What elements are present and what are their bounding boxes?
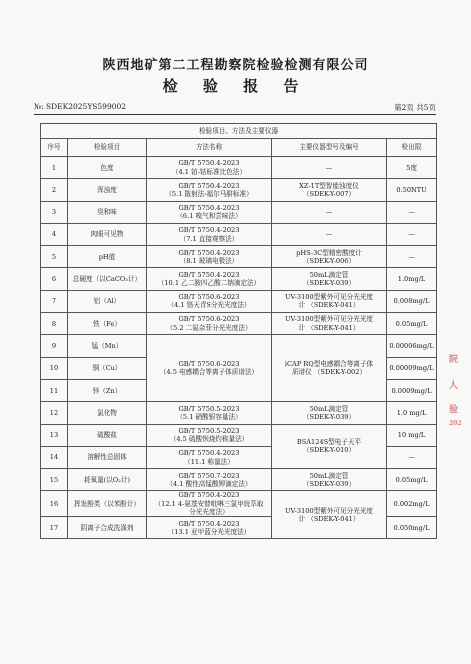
column-header: 方法名称 bbox=[147, 139, 272, 157]
item-name: pH值 bbox=[68, 246, 147, 268]
cell-line: GB/T 5750.4-2023 bbox=[178, 226, 240, 235]
cell-line: GB/T 5750.4-2023 bbox=[178, 204, 240, 212]
instrument-cell bbox=[272, 402, 387, 424]
instrument-cell bbox=[272, 268, 387, 290]
document-title: 检 验 报 告 bbox=[162, 77, 309, 95]
item-name: 氯化物 bbox=[68, 402, 147, 424]
cell-line: GB/T 5750.7-2023 bbox=[178, 471, 240, 480]
section-title-row bbox=[41, 124, 437, 139]
method-cell bbox=[147, 157, 272, 179]
cell-line: UV-3100型紫外可见分光光度 bbox=[284, 293, 374, 302]
item-name: 浑浊度 bbox=[68, 179, 147, 201]
cell-line: — bbox=[325, 208, 333, 217]
item-name: 臭和味 bbox=[68, 201, 147, 223]
row-number: 14 bbox=[41, 446, 68, 468]
table-row bbox=[41, 157, 437, 179]
method-cell bbox=[147, 290, 272, 312]
cell-line: （8.1 玻璃电极法） bbox=[179, 256, 239, 265]
detection-limit: — bbox=[387, 223, 437, 245]
cell-line: GB/T 5750.4-2023 bbox=[178, 519, 240, 528]
report-number: №: SDEK2025YS599002 bbox=[34, 102, 127, 111]
row-number: 12 bbox=[41, 402, 68, 424]
row-number: 7 bbox=[41, 290, 68, 312]
cell-line: （7.1 直接观察法） bbox=[179, 234, 239, 243]
cell-line: 计 （SDEK-Y-041） bbox=[298, 301, 360, 310]
detection-limit: 1.0mg/L bbox=[387, 268, 437, 290]
instrument-cell bbox=[272, 491, 387, 539]
method-cell bbox=[147, 446, 272, 468]
instrument-cell bbox=[272, 246, 387, 268]
cell-line: （SDEK-Y-039） bbox=[302, 279, 356, 288]
cell-line: （5.1 硝酸银容量法） bbox=[176, 412, 242, 421]
row-number: 17 bbox=[41, 517, 68, 539]
detection-limit: 0.002mg/L bbox=[387, 491, 437, 517]
row-number: 9 bbox=[41, 335, 68, 357]
cell-line: 50mL滴定管 bbox=[309, 471, 349, 480]
item-name: 色度 bbox=[68, 157, 147, 179]
detection-limit: 0.050mg/L bbox=[387, 517, 437, 539]
cell-line: GB/T 5750.6-2023 bbox=[178, 360, 240, 369]
method-cell bbox=[147, 517, 272, 539]
cell-line: （5.2 二氮杂菲分光光度法） bbox=[166, 323, 252, 332]
instrument-cell bbox=[272, 313, 387, 335]
method-cell bbox=[147, 491, 272, 517]
seal-stamp-char: 人 bbox=[449, 381, 459, 391]
detection-limit: 0.00006mg/L bbox=[387, 335, 437, 357]
table-row bbox=[41, 469, 437, 491]
detection-limit: 1.0 mg/L bbox=[387, 402, 437, 424]
cell-line: （4.5 硫酸钡烧灼称量法） bbox=[169, 435, 249, 444]
detection-limit: 0.008mg/L bbox=[387, 290, 437, 312]
row-number: 16 bbox=[41, 491, 68, 517]
organization-name: 陕西地矿第二工程勘察院检验检测有限公司 bbox=[102, 58, 369, 73]
item-name: 阴离子合成洗涤剂 bbox=[68, 517, 147, 539]
row-number: 3 bbox=[41, 201, 68, 223]
item-name: 肉眼可见物 bbox=[68, 223, 147, 245]
header-rule bbox=[34, 114, 436, 115]
seal-stamp-char: 院 bbox=[449, 355, 459, 365]
detection-limit: — bbox=[387, 246, 437, 268]
cell-line: （12.1 4-氨基安替吡啉三氯甲烷萃取 bbox=[154, 499, 264, 508]
cell-line: XZ-1T型智能浊度仪 bbox=[299, 181, 359, 190]
method-cell bbox=[147, 313, 272, 335]
cell-line: BSA124S型电子天平 bbox=[296, 438, 362, 447]
row-number: 1 bbox=[41, 157, 68, 179]
cell-line: （4.1 酸性高锰酸钾滴定法） bbox=[166, 479, 252, 488]
table-row bbox=[41, 246, 437, 268]
cell-line: GB/T 5750.6-2023 bbox=[178, 293, 240, 302]
cell-line: GB/T 5750.4-2023 bbox=[178, 491, 240, 500]
cell-line: UV-3100型紫外可见分光光度 bbox=[284, 315, 374, 324]
cell-line: 50mL滴定管 bbox=[309, 270, 349, 279]
table-row bbox=[41, 335, 437, 357]
cell-line: （10.1 乙二胺四乙酸二钠滴定法） bbox=[157, 279, 261, 288]
seal-stamp-char: 202 bbox=[449, 420, 462, 427]
table-row bbox=[41, 179, 437, 201]
table-row bbox=[41, 268, 437, 290]
column-header: 序号 bbox=[41, 139, 68, 157]
cell-line: UV-3100型紫外可见分光光度 bbox=[284, 506, 374, 515]
cell-line: GB/T 5750.4-2023 bbox=[178, 159, 240, 168]
instrument-cell bbox=[272, 223, 387, 245]
cell-line: 质谱仪 （SDEK-Y-002） bbox=[291, 368, 367, 377]
table-row bbox=[41, 223, 437, 245]
item-name: 铁（Fe） bbox=[68, 313, 147, 335]
detection-limit: 10 mg/L bbox=[387, 424, 437, 446]
row-number: 11 bbox=[41, 379, 68, 401]
item-name: 锌（Zn） bbox=[68, 379, 147, 401]
method-cell bbox=[147, 335, 272, 402]
cell-line: （SDEK-Y-039） bbox=[302, 479, 356, 488]
table-row bbox=[41, 201, 437, 223]
table-row bbox=[41, 313, 437, 335]
cell-line: GB/T 5750.4-2023 bbox=[178, 449, 240, 458]
row-number: 5 bbox=[41, 246, 68, 268]
table-row bbox=[41, 402, 437, 424]
cell-line: GB/T 5750.4-2023 bbox=[178, 181, 240, 190]
cell-line: （SDEK-Y-007） bbox=[302, 189, 356, 198]
cell-line: （4.1 铬天青S分光光度法） bbox=[167, 301, 251, 310]
detection-limit: 0.05mg/L bbox=[387, 313, 437, 335]
table-row bbox=[41, 290, 437, 312]
instrument-cell bbox=[272, 469, 387, 491]
cell-line: （6.1 嗅气和尝味法） bbox=[176, 212, 242, 221]
row-number: 13 bbox=[41, 424, 68, 446]
cell-line: 50mL滴定管 bbox=[309, 404, 349, 413]
item-name: 溶解性总固体 bbox=[68, 446, 147, 468]
cell-line: — bbox=[325, 230, 333, 239]
item-name: 挥发酚类（以苯酚计） bbox=[68, 491, 147, 517]
cell-line: 计 （SDEK-Y-041） bbox=[298, 514, 360, 523]
instrument-cell bbox=[272, 201, 387, 223]
method-cell bbox=[147, 201, 272, 223]
cell-line: （SDEK-Y-039） bbox=[302, 412, 356, 421]
report-meta bbox=[34, 102, 436, 113]
cell-line: （4.5 电感耦合等离子体质谱法） bbox=[159, 368, 259, 377]
item-name: 锰（Mn） bbox=[68, 335, 147, 357]
cell-line: （4.1 铂-钴标准比色法） bbox=[171, 167, 247, 176]
seal-stamp-char: 验 bbox=[449, 405, 459, 415]
cell-line: 分光光度法） bbox=[189, 507, 229, 516]
column-header: 检验项目 bbox=[68, 139, 147, 157]
detection-limit: — bbox=[387, 446, 437, 468]
cell-line: 计 （SDEK-Y-041） bbox=[298, 323, 360, 332]
cell-line: （5.1 散射法-福尔马肼标准） bbox=[165, 189, 253, 198]
detection-limit: — bbox=[387, 201, 437, 223]
cell-line: （SDEK-Y-006） bbox=[302, 256, 356, 265]
item-name: 耗氧量(以O₂计) bbox=[68, 469, 147, 491]
method-cell bbox=[147, 268, 272, 290]
cell-line: GB/T 5750.5-2023 bbox=[178, 404, 240, 413]
column-header: 检出限 bbox=[387, 139, 437, 157]
column-header-row bbox=[41, 139, 437, 157]
item-name: 铝（Al） bbox=[68, 290, 147, 312]
detection-limit: 5度 bbox=[387, 157, 437, 179]
cell-line: GB/T 5750.4-2023 bbox=[178, 270, 240, 279]
item-name: 总硬度（以CaCO₃计） bbox=[68, 268, 147, 290]
row-number: 15 bbox=[41, 469, 68, 491]
cell-line: GB/T 5750.5-2023 bbox=[178, 426, 240, 435]
section-title: 检验项目、方法及主要仪器 bbox=[41, 124, 437, 139]
detection-limit: 0.50NTU bbox=[387, 179, 437, 201]
method-cell bbox=[147, 223, 272, 245]
method-cell bbox=[147, 424, 272, 446]
item-name: 硫酸盐 bbox=[68, 424, 147, 446]
method-cell bbox=[147, 469, 272, 491]
row-number: 2 bbox=[41, 179, 68, 201]
row-number: 10 bbox=[41, 357, 68, 379]
instrument-cell bbox=[272, 290, 387, 312]
instrument-cell bbox=[272, 335, 387, 402]
instrument-cell bbox=[272, 424, 387, 469]
item-name: 铜（Cu） bbox=[68, 357, 147, 379]
cell-line: — bbox=[325, 163, 333, 172]
detection-limit: 0.00009mg/L bbox=[387, 357, 437, 379]
row-number: 6 bbox=[41, 268, 68, 290]
page-info: 第2页 共5页 bbox=[394, 103, 436, 112]
inspection-table bbox=[40, 123, 437, 539]
detection-limit: 0.0009mg/L bbox=[387, 379, 437, 401]
method-cell bbox=[147, 246, 272, 268]
cell-line: GB/T 5750.6-2023 bbox=[178, 315, 240, 324]
cell-line: pHS-3C型精密酸度计 bbox=[296, 248, 362, 257]
table-row bbox=[41, 491, 437, 517]
method-cell bbox=[147, 179, 272, 201]
column-header: 主要仪器型号及编号 bbox=[272, 139, 387, 157]
cell-line: （13.1 亚甲蓝分光光度法） bbox=[167, 527, 251, 536]
cell-line: （SDEK-Y-010） bbox=[302, 446, 356, 455]
cell-line: GB/T 5750.4-2023 bbox=[178, 248, 240, 257]
row-number: 4 bbox=[41, 223, 68, 245]
detection-limit: 0.05mg/L bbox=[387, 469, 437, 491]
instrument-cell bbox=[272, 157, 387, 179]
cell-line: iCAP RQ型电感耦合等离子体 bbox=[284, 360, 374, 369]
table-row bbox=[41, 424, 437, 446]
cell-line: （11.1 称量法） bbox=[184, 457, 234, 466]
row-number: 8 bbox=[41, 313, 68, 335]
method-cell bbox=[147, 402, 272, 424]
instrument-cell bbox=[272, 179, 387, 201]
